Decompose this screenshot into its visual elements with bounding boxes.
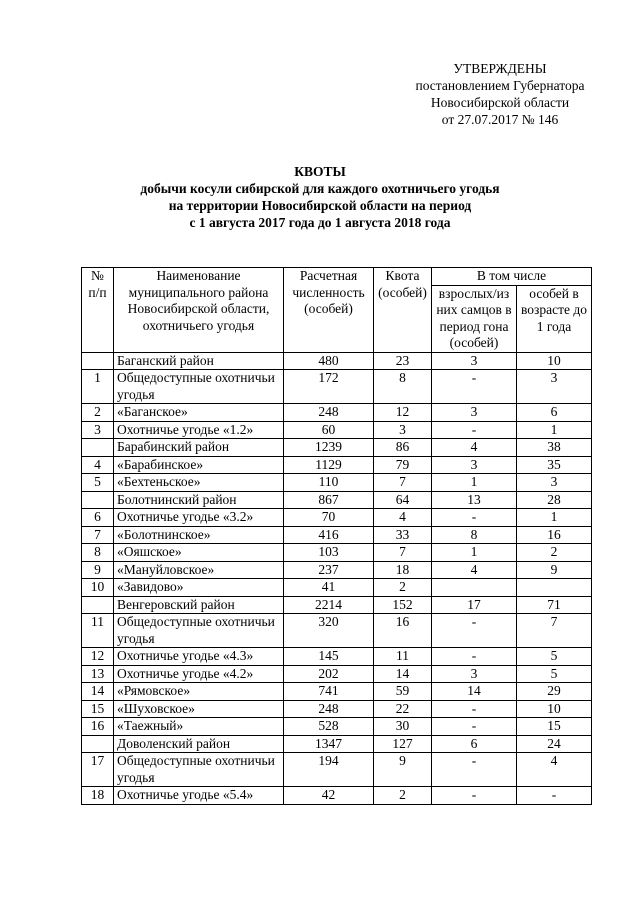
cell-name: Охотничье угодье «4.3» — [114, 648, 284, 666]
cell-quota: 7 — [374, 474, 432, 492]
cell-quota: 8 — [374, 370, 432, 404]
cell-quota: 59 — [374, 683, 432, 701]
cell-adult: - — [432, 700, 517, 718]
cell-estimated: 2214 — [284, 596, 374, 614]
cell-quota: 16 — [374, 614, 432, 648]
cell-estimated: 1129 — [284, 456, 374, 474]
cell-adult: 1 — [432, 544, 517, 562]
header-adult-males: взрослых/из них самцов в период гона (особей) — [432, 285, 517, 352]
cell-estimated: 248 — [284, 404, 374, 422]
cell-name: «Баганское» — [114, 404, 284, 422]
cell-name: Охотничье угодье «3.2» — [114, 509, 284, 527]
cell-name: Охотничье угодье «1.2» — [114, 421, 284, 439]
table-row — [82, 683, 592, 701]
table-row — [82, 439, 592, 457]
table-row — [82, 474, 592, 492]
cell-young: 71 — [517, 596, 592, 614]
cell-adult: - — [432, 370, 517, 404]
cell-name: Охотничье угодье «4.2» — [114, 665, 284, 683]
cell-quota: 12 — [374, 404, 432, 422]
cell-young: 16 — [517, 526, 592, 544]
cell-adult: - — [432, 787, 517, 805]
cell-young: 15 — [517, 718, 592, 736]
cell-quota: 86 — [374, 439, 432, 457]
table-body — [82, 352, 592, 804]
approval-decree: постановлением Губернатора — [415, 78, 585, 93]
cell-estimated: 1239 — [284, 439, 374, 457]
cell-young: 3 — [517, 370, 592, 404]
cell-quota: 33 — [374, 526, 432, 544]
cell-young: 29 — [517, 683, 592, 701]
cell-estimated: 416 — [284, 526, 374, 544]
title-line-2: добычи косули сибирской для каждого охотничьего угодья — [140, 181, 500, 196]
cell-young: 6 — [517, 404, 592, 422]
cell-quota: 79 — [374, 456, 432, 474]
cell-estimated: 237 — [284, 561, 374, 579]
table-row — [82, 596, 592, 614]
cell-name: «Шуховское» — [114, 700, 284, 718]
cell-quota: 2 — [374, 579, 432, 597]
cell-quota: 4 — [374, 509, 432, 527]
cell-num: 3 — [82, 421, 114, 439]
cell-adult: 3 — [432, 665, 517, 683]
cell-estimated: 248 — [284, 700, 374, 718]
cell-num: 18 — [82, 787, 114, 805]
cell-young — [517, 579, 592, 597]
cell-num: 1 — [82, 370, 114, 404]
cell-estimated: 867 — [284, 491, 374, 509]
cell-num: 11 — [82, 614, 114, 648]
approval-date: от 27.07.2017 № 146 — [441, 112, 559, 127]
cell-name: Охотничье угодье «5.4» — [114, 787, 284, 805]
cell-young: 4 — [517, 753, 592, 787]
cell-name: «Барабинское» — [114, 456, 284, 474]
cell-estimated: 1347 — [284, 735, 374, 753]
cell-name: «Завидово» — [114, 579, 284, 597]
cell-name: «Болотнинское» — [114, 526, 284, 544]
cell-num: 7 — [82, 526, 114, 544]
cell-estimated: 741 — [284, 683, 374, 701]
cell-quota: 3 — [374, 421, 432, 439]
cell-young: 5 — [517, 665, 592, 683]
cell-adult: - — [432, 648, 517, 666]
header-estimated: Расчетная численность (особей) — [284, 268, 374, 353]
cell-estimated: 41 — [284, 579, 374, 597]
cell-num: 14 — [82, 683, 114, 701]
cell-estimated: 194 — [284, 753, 374, 787]
cell-estimated: 110 — [284, 474, 374, 492]
table-row — [82, 665, 592, 683]
header-including: В том числе — [432, 268, 592, 286]
cell-estimated: 172 — [284, 370, 374, 404]
cell-young: 7 — [517, 614, 592, 648]
cell-quota: 64 — [374, 491, 432, 509]
cell-quota: 7 — [374, 544, 432, 562]
cell-name: Барабинский район — [114, 439, 284, 457]
cell-num — [82, 491, 114, 509]
cell-num: 4 — [82, 456, 114, 474]
cell-num: 15 — [82, 700, 114, 718]
cell-name: Общедоступные охотничьи угодья — [114, 753, 284, 787]
cell-adult: 1 — [432, 474, 517, 492]
table-row — [82, 421, 592, 439]
header-quota: Квота (особей) — [374, 268, 432, 353]
header-num: № п/п — [82, 268, 114, 353]
cell-name: «Бехтеньское» — [114, 474, 284, 492]
cell-adult: 17 — [432, 596, 517, 614]
table-row — [82, 648, 592, 666]
cell-adult: 14 — [432, 683, 517, 701]
table-row — [82, 509, 592, 527]
cell-young: - — [517, 787, 592, 805]
table-row — [82, 753, 592, 787]
cell-young: 10 — [517, 700, 592, 718]
cell-young: 24 — [517, 735, 592, 753]
cell-adult: 4 — [432, 561, 517, 579]
cell-estimated: 528 — [284, 718, 374, 736]
cell-name: Баганский район — [114, 352, 284, 370]
cell-young: 1 — [517, 509, 592, 527]
cell-num — [82, 735, 114, 753]
cell-num: 16 — [82, 718, 114, 736]
table-row — [82, 579, 592, 597]
cell-adult: - — [432, 718, 517, 736]
cell-quota: 22 — [374, 700, 432, 718]
cell-estimated: 70 — [284, 509, 374, 527]
table-row — [82, 491, 592, 509]
cell-quota: 152 — [374, 596, 432, 614]
cell-name: «Ояшское» — [114, 544, 284, 562]
cell-estimated: 480 — [284, 352, 374, 370]
approval-block — [390, 60, 610, 128]
cell-adult: - — [432, 421, 517, 439]
cell-adult — [432, 579, 517, 597]
cell-adult: 3 — [432, 456, 517, 474]
cell-estimated: 42 — [284, 787, 374, 805]
cell-young: 3 — [517, 474, 592, 492]
table-row — [82, 561, 592, 579]
cell-adult: 3 — [432, 404, 517, 422]
title-line-3: на территории Новосибирской области на период — [168, 198, 472, 213]
cell-estimated: 320 — [284, 614, 374, 648]
cell-adult: 8 — [432, 526, 517, 544]
cell-young: 5 — [517, 648, 592, 666]
cell-quota: 30 — [374, 718, 432, 736]
cell-young: 38 — [517, 439, 592, 457]
cell-adult: - — [432, 509, 517, 527]
table-row — [82, 526, 592, 544]
cell-name: «Рямовское» — [114, 683, 284, 701]
cell-name: Венгеровский район — [114, 596, 284, 614]
cell-young: 9 — [517, 561, 592, 579]
header-name: Наименование муниципального района Новосибирской области, охотничьего угодья — [114, 268, 284, 353]
cell-adult: - — [432, 614, 517, 648]
cell-quota: 23 — [374, 352, 432, 370]
table-row — [82, 614, 592, 648]
table-row — [82, 787, 592, 805]
table-row — [82, 404, 592, 422]
cell-num: 5 — [82, 474, 114, 492]
cell-quota: 14 — [374, 665, 432, 683]
cell-name: «Таежный» — [114, 718, 284, 736]
cell-num — [82, 439, 114, 457]
cell-estimated: 145 — [284, 648, 374, 666]
table-row — [82, 370, 592, 404]
cell-quota: 18 — [374, 561, 432, 579]
table-row — [82, 735, 592, 753]
cell-adult: 3 — [432, 352, 517, 370]
cell-num: 13 — [82, 665, 114, 683]
table-row — [82, 700, 592, 718]
table-row — [82, 544, 592, 562]
cell-quota: 9 — [374, 753, 432, 787]
cell-num: 17 — [82, 753, 114, 787]
cell-name: «Мануйловское» — [114, 561, 284, 579]
cell-name: Общедоступные охотничьи угодья — [114, 370, 284, 404]
cell-name: Доволенский район — [114, 735, 284, 753]
approval-region: Новосибирской области — [430, 95, 570, 110]
cell-quota: 2 — [374, 787, 432, 805]
cell-quota: 127 — [374, 735, 432, 753]
cell-num: 2 — [82, 404, 114, 422]
cell-num: 9 — [82, 561, 114, 579]
cell-young: 10 — [517, 352, 592, 370]
title-line-4: с 1 августа 2017 года до 1 августа 2018 года — [189, 215, 451, 230]
approval-heading: УТВЕРЖДЕНЫ — [453, 61, 547, 76]
cell-estimated: 60 — [284, 421, 374, 439]
cell-estimated: 202 — [284, 665, 374, 683]
cell-name: Болотнинский район — [114, 491, 284, 509]
cell-num — [82, 352, 114, 370]
cell-adult: 13 — [432, 491, 517, 509]
cell-adult: 4 — [432, 439, 517, 457]
cell-young: 28 — [517, 491, 592, 509]
cell-num: 10 — [82, 579, 114, 597]
header-under-one: особей в возрасте до 1 года — [517, 285, 592, 352]
table-row — [82, 718, 592, 736]
cell-num: 8 — [82, 544, 114, 562]
title-main: КВОТЫ — [294, 164, 346, 179]
table-row — [82, 456, 592, 474]
table-row — [82, 352, 592, 370]
cell-young: 2 — [517, 544, 592, 562]
cell-young: 35 — [517, 456, 592, 474]
cell-name: Общедоступные охотничьи угодья — [114, 614, 284, 648]
cell-estimated: 103 — [284, 544, 374, 562]
quota-table — [81, 267, 592, 805]
cell-quota: 11 — [374, 648, 432, 666]
cell-adult: 6 — [432, 735, 517, 753]
cell-num — [82, 596, 114, 614]
cell-num: 12 — [82, 648, 114, 666]
cell-young: 1 — [517, 421, 592, 439]
cell-adult: - — [432, 753, 517, 787]
cell-num: 6 — [82, 509, 114, 527]
document-title — [0, 163, 640, 231]
header-row — [82, 268, 592, 286]
